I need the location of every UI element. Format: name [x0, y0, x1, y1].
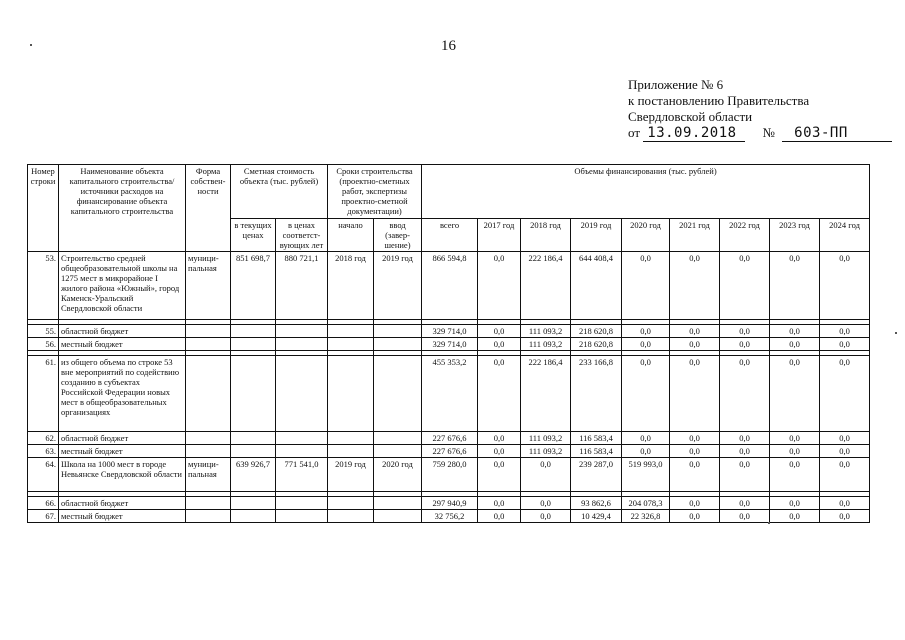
total-cell: 227 676,6: [422, 445, 478, 458]
year-cell: 218 620,8: [571, 338, 622, 351]
table-header: [28, 165, 870, 252]
year-cell: 0,0: [770, 252, 820, 320]
total-cell: 297 940,9: [422, 497, 478, 510]
term-end: [374, 356, 422, 432]
page-number: 16: [441, 38, 456, 54]
table-row: [28, 356, 870, 432]
year-cell: 0,0: [770, 497, 820, 510]
row-number: 64.: [28, 458, 59, 492]
total-cell: 455 353,2: [422, 356, 478, 432]
header-year: 2017 год: [478, 219, 521, 252]
year-cell: 0,0: [770, 510, 820, 523]
table-row: [28, 325, 870, 338]
term-start: [328, 510, 374, 523]
header-row-number: Номер строки: [28, 165, 59, 252]
object-name: местный бюджет: [59, 445, 186, 458]
scan-speck: [30, 44, 32, 46]
year-cell: 0,0: [622, 252, 670, 320]
year-cell: 0,0: [622, 432, 670, 445]
row-number: 53.: [28, 252, 59, 320]
ownership-form: [186, 445, 231, 458]
cost-adjusted: [276, 510, 328, 523]
appendix-title: Приложение № 6: [628, 77, 724, 92]
year-cell: 644 408,4: [571, 252, 622, 320]
term-start: [328, 356, 374, 432]
year-cell: 0,0: [820, 338, 870, 351]
header-year: 2018 год: [521, 219, 571, 252]
year-cell: 0,0: [478, 497, 521, 510]
year-cell: 233 166,8: [571, 356, 622, 432]
year-cell: 0,0: [478, 356, 521, 432]
term-start: [328, 338, 374, 351]
year-cell: 0,0: [720, 445, 770, 458]
cost-current: 639 926,7: [231, 458, 276, 492]
year-cell: 0,0: [770, 432, 820, 445]
term-end: 2019 год: [374, 252, 422, 320]
header-construction-terms: Сроки строительства (проектно-сметных работ, экспертизы проектно-сметной документации): [328, 165, 422, 219]
year-cell: 0,0: [670, 510, 720, 523]
year-cell: 0,0: [770, 445, 820, 458]
year-cell: 116 583,4: [571, 432, 622, 445]
object-name: из общего объема по строке 53 вне мероприятий по содействию созданию в субъектах Российской Федерации новых мест в общеобразовательных организациях: [59, 356, 186, 432]
year-cell: 0,0: [478, 338, 521, 351]
row-number: 55.: [28, 325, 59, 338]
object-name: областной бюджет: [59, 432, 186, 445]
term-end: [374, 338, 422, 351]
number-label: №: [762, 125, 775, 140]
ownership-form: [186, 356, 231, 432]
year-cell: 0,0: [720, 356, 770, 432]
year-cell: 0,0: [770, 458, 820, 492]
header-year: 2024 год: [820, 219, 870, 252]
term-start: 2019 год: [328, 458, 374, 492]
table-row: [28, 338, 870, 351]
table-row: [28, 445, 870, 458]
term-end: 2020 год: [374, 458, 422, 492]
appendix-date-line: [628, 125, 892, 142]
year-cell: 0,0: [521, 497, 571, 510]
table-row: [28, 432, 870, 445]
header-year: 2022 год: [720, 219, 770, 252]
year-cell: 0,0: [820, 356, 870, 432]
date-prefix: от: [628, 125, 641, 140]
total-cell: 227 676,6: [422, 432, 478, 445]
header-term-end: ввод (завер-шение): [374, 219, 422, 252]
header-estimated-cost: Сметная стоимость объекта (тыс. рублей): [231, 165, 328, 219]
year-cell: 111 093,2: [521, 432, 571, 445]
term-end: [374, 432, 422, 445]
year-cell: 10 429,4: [571, 510, 622, 523]
year-cell: 111 093,2: [521, 445, 571, 458]
year-cell: 0,0: [720, 338, 770, 351]
cost-adjusted: 880 721,1: [276, 252, 328, 320]
term-end: [374, 497, 422, 510]
header-year: 2021 год: [670, 219, 720, 252]
total-cell: 32 756,2: [422, 510, 478, 523]
year-cell: 0,0: [478, 510, 521, 523]
year-cell: 0,0: [770, 356, 820, 432]
decree-number: 603-ПП: [782, 125, 892, 142]
header-total: всего: [422, 219, 478, 252]
year-cell: 204 078,3: [622, 497, 670, 510]
table-row: [28, 252, 870, 320]
cost-adjusted: [276, 356, 328, 432]
year-cell: 0,0: [622, 325, 670, 338]
cost-adjusted: [276, 325, 328, 338]
year-cell: 93 862,6: [571, 497, 622, 510]
header-cost-adjusted: в ценах соответст-вующих лет: [276, 219, 328, 252]
object-name: областной бюджет: [59, 325, 186, 338]
financing-table: [27, 164, 870, 523]
year-cell: 0,0: [720, 252, 770, 320]
year-cell: 0,0: [820, 458, 870, 492]
cost-current: [231, 510, 276, 523]
year-cell: 0,0: [670, 458, 720, 492]
term-end: [374, 510, 422, 523]
header-year: 2019 год: [571, 219, 622, 252]
scan-speck: [768, 522, 770, 524]
header-year: 2020 год: [622, 219, 670, 252]
total-cell: 329 714,0: [422, 325, 478, 338]
ownership-form: [186, 325, 231, 338]
year-cell: 0,0: [478, 445, 521, 458]
cost-current: 851 698,7: [231, 252, 276, 320]
term-start: 2018 год: [328, 252, 374, 320]
appendix-region: Свердловской области: [628, 109, 753, 124]
table-row: [28, 458, 870, 492]
term-start: [328, 497, 374, 510]
year-cell: 0,0: [720, 458, 770, 492]
header-ownership-form: Форма собствен-ности: [186, 165, 231, 252]
year-cell: 0,0: [720, 325, 770, 338]
header-term-start: начало: [328, 219, 374, 252]
cost-current: [231, 497, 276, 510]
row-number: 61.: [28, 356, 59, 432]
year-cell: 0,0: [820, 432, 870, 445]
object-name: Школа на 1000 мест в городе Невьянске Свердловской области: [59, 458, 186, 492]
header-cost-current: в текущих ценах: [231, 219, 276, 252]
year-cell: 218 620,8: [571, 325, 622, 338]
year-cell: 0,0: [720, 510, 770, 523]
year-cell: 0,0: [521, 458, 571, 492]
year-cell: 0,0: [820, 325, 870, 338]
year-cell: 0,0: [670, 432, 720, 445]
year-cell: 0,0: [720, 497, 770, 510]
term-start: [328, 445, 374, 458]
ownership-form: муници-пальная: [186, 252, 231, 320]
term-end: [374, 445, 422, 458]
term-end: [374, 325, 422, 338]
year-cell: 0,0: [770, 338, 820, 351]
cost-adjusted: [276, 445, 328, 458]
year-cell: 0,0: [820, 497, 870, 510]
term-start: [328, 432, 374, 445]
cost-adjusted: [276, 338, 328, 351]
row-number: 66.: [28, 497, 59, 510]
year-cell: 0,0: [820, 445, 870, 458]
object-name: Строительство средней общеобразовательной школы на 1275 мест в микрорайоне I жилого района «Южный», город Каменск-Уральский Свердловской области: [59, 252, 186, 320]
year-cell: 0,0: [521, 510, 571, 523]
ownership-form: [186, 338, 231, 351]
year-cell: 0,0: [478, 252, 521, 320]
object-name: местный бюджет: [59, 510, 186, 523]
header-object-name: Наименование объекта капитального строительства/ источники расходов на финансирование объекта капитального строительства: [59, 165, 186, 252]
year-cell: 116 583,4: [571, 445, 622, 458]
header-financing-volumes: Объемы финансирования (тыс. рублей): [422, 165, 870, 219]
cost-current: [231, 325, 276, 338]
ownership-form: [186, 510, 231, 523]
appendix-block: [628, 77, 892, 142]
year-cell: 111 093,2: [521, 325, 571, 338]
ownership-form: [186, 497, 231, 510]
year-cell: 239 287,0: [571, 458, 622, 492]
year-cell: 0,0: [770, 325, 820, 338]
year-cell: 0,0: [820, 510, 870, 523]
term-start: [328, 325, 374, 338]
table-row: [28, 497, 870, 510]
table-body: [28, 252, 870, 523]
year-cell: 0,0: [670, 356, 720, 432]
cost-current: [231, 338, 276, 351]
cost-current: [231, 432, 276, 445]
object-name: местный бюджет: [59, 338, 186, 351]
year-cell: 0,0: [622, 445, 670, 458]
year-cell: 222 186,4: [521, 252, 571, 320]
year-cell: 222 186,4: [521, 356, 571, 432]
object-name: областной бюджет: [59, 497, 186, 510]
year-cell: 0,0: [720, 432, 770, 445]
year-cell: 0,0: [478, 458, 521, 492]
cost-adjusted: [276, 497, 328, 510]
total-cell: 329 714,0: [422, 338, 478, 351]
ownership-form: [186, 432, 231, 445]
year-cell: 0,0: [670, 497, 720, 510]
total-cell: 759 280,0: [422, 458, 478, 492]
header-year: 2023 год: [770, 219, 820, 252]
year-cell: 0,0: [670, 445, 720, 458]
year-cell: 519 993,0: [622, 458, 670, 492]
year-cell: 111 093,2: [521, 338, 571, 351]
year-cell: 0,0: [670, 338, 720, 351]
row-number: 56.: [28, 338, 59, 351]
cost-adjusted: 771 541,0: [276, 458, 328, 492]
row-number: 62.: [28, 432, 59, 445]
table-row: [28, 510, 870, 523]
year-cell: 0,0: [478, 432, 521, 445]
year-cell: 0,0: [622, 356, 670, 432]
year-cell: 0,0: [670, 325, 720, 338]
cost-current: [231, 356, 276, 432]
year-cell: 0,0: [820, 252, 870, 320]
row-number: 63.: [28, 445, 59, 458]
row-number: 67.: [28, 510, 59, 523]
decree-date: 13.09.2018: [643, 125, 745, 142]
ownership-form: муници-пальная: [186, 458, 231, 492]
year-cell: 0,0: [478, 325, 521, 338]
year-cell: 0,0: [622, 338, 670, 351]
total-cell: 866 594,8: [422, 252, 478, 320]
appendix-ref: к постановлению Правительства: [628, 93, 810, 108]
year-cell: 22 326,8: [622, 510, 670, 523]
cost-adjusted: [276, 432, 328, 445]
year-cell: 0,0: [670, 252, 720, 320]
scan-speck: [895, 332, 897, 334]
cost-current: [231, 445, 276, 458]
